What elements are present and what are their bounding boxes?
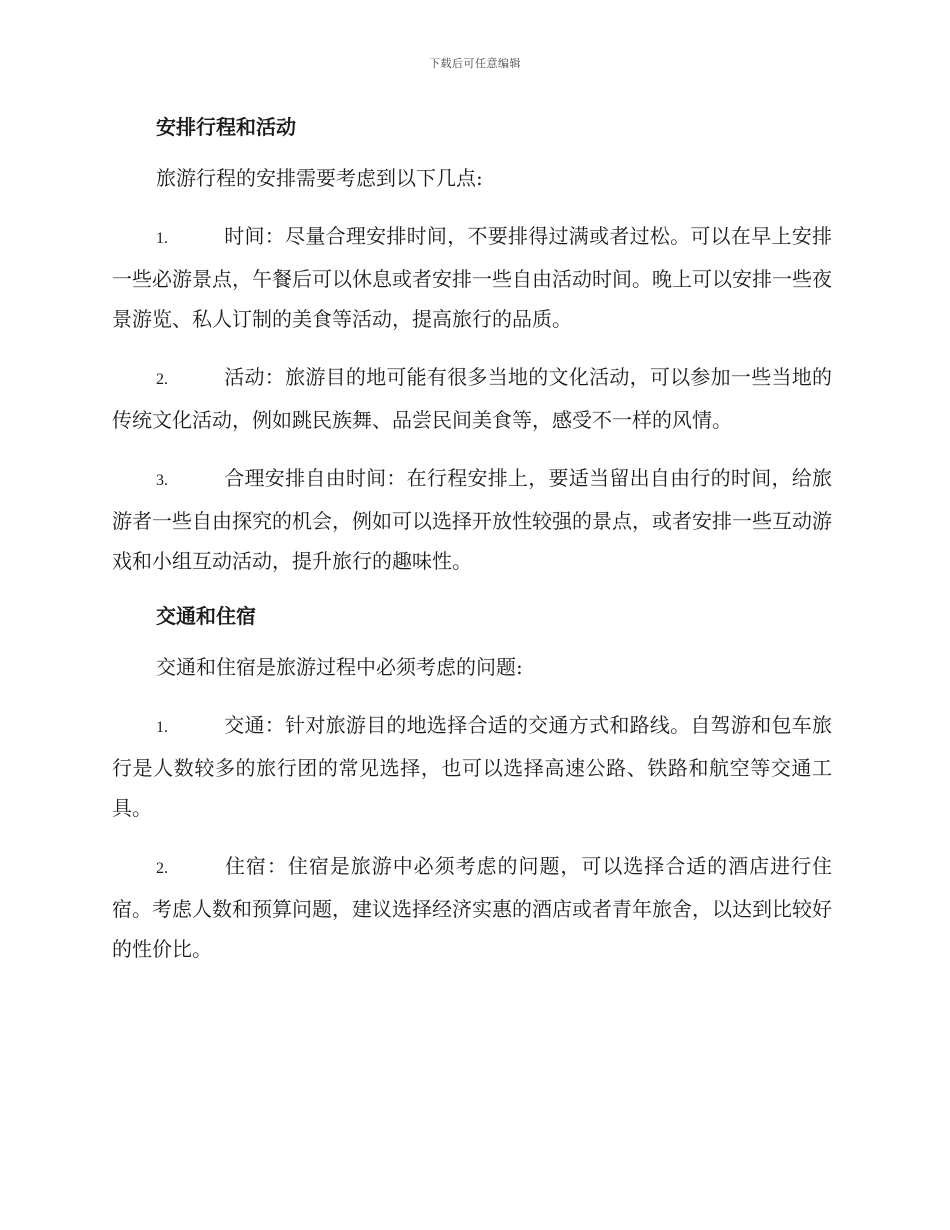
list-item-text: 活动：旅游目的地可能有很多当地的文化活动，可以参加一些当地的传统文化活动，例如跳民族舞、品尝民间美食等，感受不一样的风情。: [112, 365, 832, 432]
list-item-number: 3.: [156, 472, 168, 489]
section-heading-transport-lodging: 交通和住宿: [156, 604, 256, 628]
section-intro-transport-lodging: 交通和住宿是旅游过程中必须考虑的问题:: [156, 655, 523, 679]
list-item: [112, 846, 832, 969]
list-item: [112, 705, 832, 828]
list-item-text: 交通：针对旅游目的地选择合适的交通方式和路线。自驾游和包车旅行是人数较多的旅行团的常见选择，也可以选择高速公路、铁路和航空等交通工具。: [112, 713, 832, 820]
document-body: [112, 110, 832, 969]
page-header-note: 下载后可任意编辑: [429, 57, 521, 70]
list-item-text: 合理安排自由时间：在行程安排上，要适当留出自由行的时间，给旅游者一些自由探究的机会，例如可以选择开放性较强的景点，或者安排一些互动游戏和小组互动活动，提升旅行的趣味性。: [112, 466, 832, 573]
section-intro-itinerary: 旅游行程的安排需要考虑到以下几点:: [156, 166, 483, 190]
list-item-number: 1.: [156, 230, 168, 247]
list-item-number: 2.: [156, 371, 168, 388]
list-item: [112, 458, 832, 581]
list-item-number: 1.: [156, 719, 168, 736]
section-heading-itinerary: 安排行程和活动: [156, 115, 296, 139]
list-item-text: 时间：尽量合理安排时间，不要排得过满或者过松。可以在早上安排一些必游景点，午餐后可以休息或者安排一些自由活动时间。晚上可以安排一些夜景游览、私人订制的美食等活动，提高旅行的品质。: [112, 224, 832, 331]
list-item-number: 2.: [156, 860, 168, 877]
list-item-text: 住宿：住宿是旅游中必须考虑的问题，可以选择合适的酒店进行住宿。考虑人数和预算问题，建议选择经济实惠的酒店或者青年旅舍，以达到比较好的性价比。: [112, 854, 832, 961]
list-item: [112, 357, 832, 440]
list-item: [112, 216, 832, 339]
